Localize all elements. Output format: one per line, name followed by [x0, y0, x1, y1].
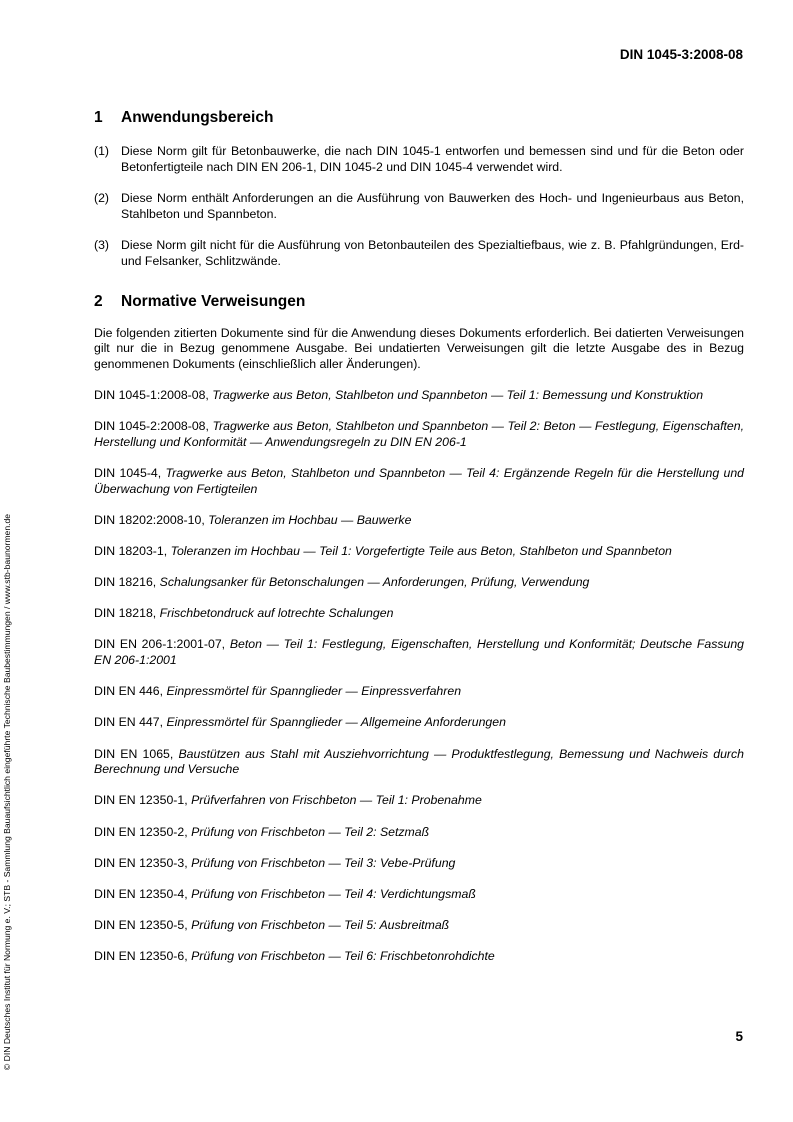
- reference-code: DIN 1045-4,: [94, 465, 166, 480]
- reference-title: Prüfverfahren von Frischbeton — Teil 1: Probenahme: [191, 793, 482, 808]
- reference-item: [94, 544, 744, 560]
- reference-code: DIN EN 446,: [94, 684, 167, 699]
- reference-item: [94, 918, 744, 934]
- page-number: 5: [735, 1029, 743, 1044]
- reference-code: DIN 18216,: [94, 575, 160, 590]
- paragraph: [94, 144, 744, 175]
- reference-title: Prüfung von Frischbeton — Teil 2: Setzmaß: [191, 824, 430, 839]
- reference-code: DIN EN 447,: [94, 715, 167, 730]
- reference-code: DIN EN 12350-6,: [94, 949, 192, 964]
- reference-item: [94, 388, 744, 404]
- reference-code: DIN 1045-2:2008-08,: [94, 419, 213, 434]
- reference-title: Toleranzen im Hochbau — Teil 1: Vorgefertigte Teile aus Beton, Stahlbeton und Spannbeton: [170, 543, 672, 558]
- reference-item: [94, 715, 744, 731]
- reference-item: [94, 513, 744, 529]
- intro-paragraph: Die folgenden zitierten Dokumente sind für die Anwendung dieses Dokuments erforderlich. Bei datierten Verweisungen gilt nur die in Bezug genommene Ausgabe. Bei undatierten Verweisungen gilt die letzte Ausgabe des in Bezug genommenen Dokuments (einschließlich aller Änderungen).: [94, 325, 744, 371]
- section-number: 2: [94, 292, 103, 310]
- reference-item: [94, 793, 744, 809]
- reference-title: Einpressmörtel für Spannglieder — Einpressverfahren: [166, 684, 462, 699]
- section-title: Anwendungsbereich: [121, 109, 274, 126]
- reference-title: Beton — Teil 1: Festlegung, Eigenschaften, Herstellung und Konformität; Deutsche Fassung EN 206-1:2001: [94, 637, 745, 668]
- copyright-text: © DIN Deutsches Institut für Normung e. V.; STB - Sammlung Bauaufsichtlich eingeführte Technische Baubestimmungen / www.stb-baunormen.de: [2, 513, 12, 1071]
- page-content: [94, 108, 744, 965]
- reference-title: Tragwerke aus Beton, Stahlbeton und Spannbeton — Teil 4: Ergänzende Regeln für die Herstellung und Überwachung von Fertigteilen: [94, 465, 744, 496]
- reference-code: DIN EN 206-1:2001-07,: [94, 637, 230, 652]
- paragraph-number: (1): [94, 144, 110, 158]
- reference-list: [94, 388, 744, 965]
- reference-code: DIN 18218,: [94, 606, 160, 621]
- section-heading: [94, 108, 744, 128]
- reference-item: [94, 606, 744, 622]
- paragraph: [94, 191, 744, 222]
- reference-title: Tragwerke aus Beton, Stahlbeton und Spannbeton — Teil 1: Bemessung und Konstruktion: [212, 387, 704, 402]
- reference-title: Tragwerke aus Beton, Stahlbeton und Spannbeton — Teil 2: Beton — Festlegung, Eigenschaften, Herstellung und Konformität — Anwendungsregeln zu DIN EN 206-1: [94, 419, 745, 449]
- reference-code: DIN EN 12350-5,: [94, 918, 192, 933]
- reference-title: Frischbetondruck auf lotrechte Schalungen: [159, 606, 394, 621]
- paragraph: [94, 238, 744, 269]
- reference-title: Schalungsanker für Betonschalungen — Anforderungen, Prüfung, Verwendung: [159, 575, 590, 590]
- paragraph-text: Diese Norm gilt für Betonbauwerke, die nach DIN 1045-1 entworfen und bemessen sind und für die Beton oder Betonfertigteile nach DIN EN 206-1, DIN 1045-2 und DIN 1045-4 verwendet wird.: [121, 144, 744, 174]
- reference-code: DIN EN 12350-1,: [94, 793, 192, 808]
- reference-item: [94, 466, 744, 497]
- reference-title: Prüfung von Frischbeton — Teil 4: Verdichtungsmaß: [191, 886, 476, 901]
- reference-code: DIN 1045-1:2008-08,: [94, 387, 213, 402]
- reference-code: DIN 18203-1,: [94, 543, 171, 558]
- reference-item: [94, 575, 744, 591]
- reference-item: [94, 684, 744, 700]
- reference-title: Prüfung von Frischbeton — Teil 5: Ausbreitmaß: [191, 918, 450, 933]
- paragraph-text: Diese Norm gilt nicht für die Ausführung von Betonbauteilen des Spezialtiefbaus, wie z. B. Pfahlgründungen, Erd- und Felsanker, Schlitzwände.: [121, 238, 744, 268]
- reference-item: [94, 419, 744, 450]
- reference-title: Baustützen aus Stahl mit Ausziehvorrichtung — Produktfestlegung, Bemessung und Nachweis durch Berechnung und Versuche: [94, 746, 744, 777]
- reference-item: [94, 637, 744, 668]
- reference-item: [94, 949, 744, 965]
- section-heading: [94, 292, 744, 312]
- reference-item: [94, 887, 744, 903]
- paragraph-text: Diese Norm enthält Anforderungen an die Ausführung von Bauwerken des Hoch- und Ingenieurbaus aus Beton, Stahlbeton und Spannbeton.: [121, 191, 744, 221]
- copyright-sidebar: [0, 486, 14, 1098]
- reference-title: Einpressmörtel für Spannglieder — Allgemeine Anforderungen: [166, 715, 506, 730]
- section-normative-verweisungen: [94, 292, 744, 965]
- section-anwendungsbereich: [94, 108, 744, 270]
- paragraph-number: (2): [94, 191, 110, 206]
- reference-item: [94, 856, 744, 872]
- reference-title: Prüfung von Frischbeton — Teil 3: Vebe-Prüfung: [191, 855, 456, 870]
- reference-title: Toleranzen im Hochbau — Bauwerke: [208, 512, 412, 527]
- section-title: Normative Verweisungen: [121, 292, 306, 310]
- reference-code: DIN EN 12350-3,: [94, 855, 192, 870]
- reference-code: DIN 18202:2008-10,: [94, 512, 209, 527]
- reference-code: DIN EN 12350-4,: [94, 886, 192, 901]
- section-number: 1: [94, 109, 103, 126]
- reference-code: DIN EN 1065,: [94, 746, 179, 761]
- document-id: DIN 1045-3:2008-08: [619, 47, 743, 62]
- reference-item: [94, 747, 744, 778]
- reference-item: [94, 825, 744, 841]
- paragraph-number: (3): [94, 238, 110, 253]
- reference-code: DIN EN 12350-2,: [94, 824, 192, 839]
- reference-title: Prüfung von Frischbeton — Teil 6: Frischbetonrohdichte: [191, 949, 495, 964]
